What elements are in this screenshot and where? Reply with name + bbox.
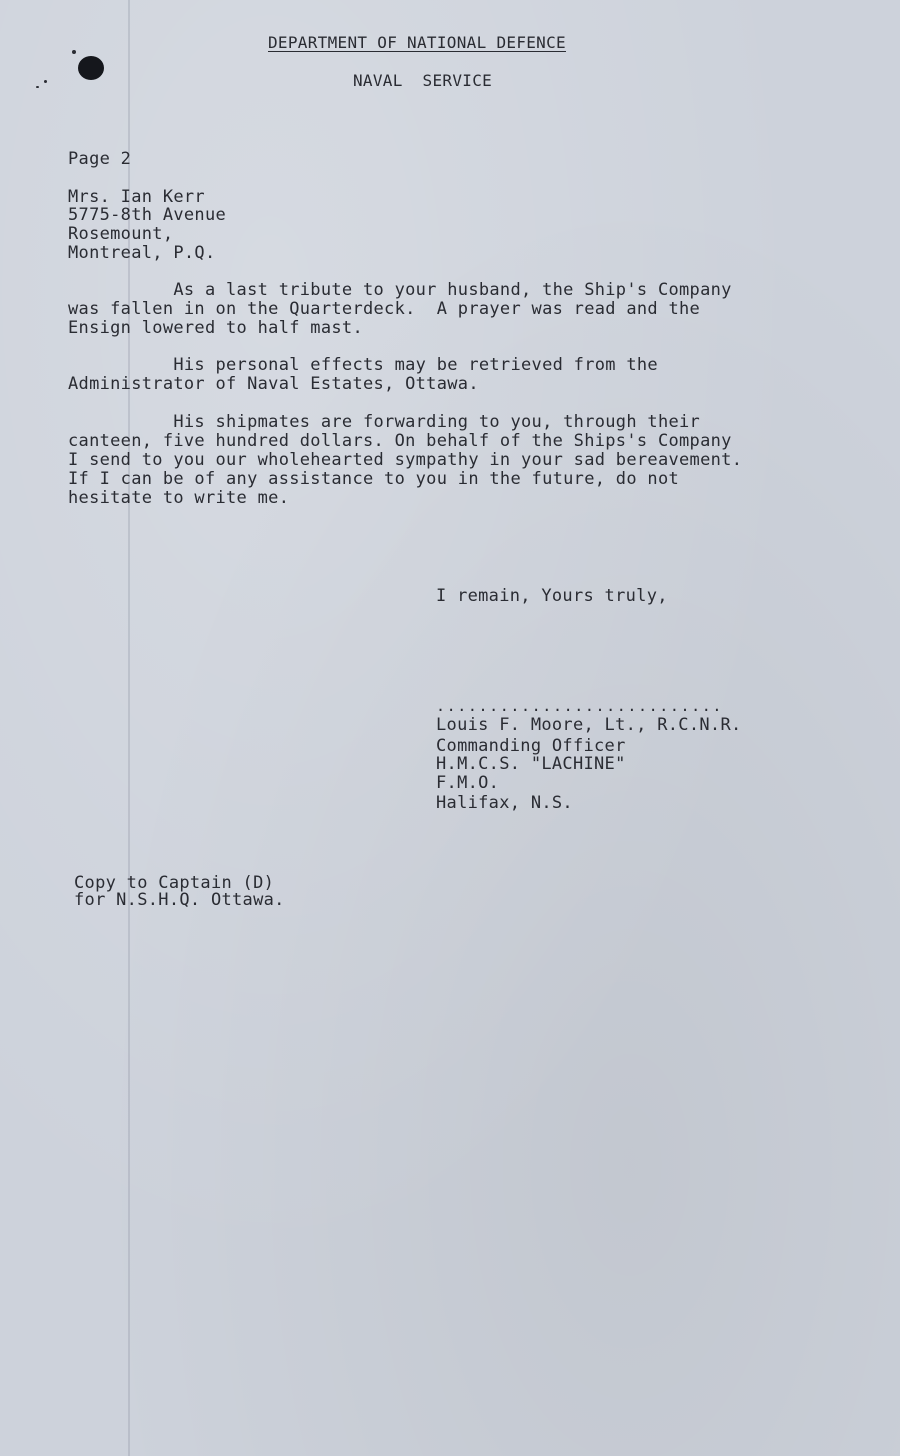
recipient-street: 5775-8th Avenue [68, 205, 227, 225]
body-paragraph-3: His shipmates are forwarding to you, through their canteen, five hundred dollars. On behalf of the Ships's Company I send to you our wholehearted sympathy in your sad bereavement. If I can be of any assistance to you in the future, do not hesitate to write me. [68, 412, 743, 508]
closing-line: I remain, Yours truly, [436, 586, 668, 606]
recipient-name: Mrs. Ian Kerr [68, 187, 205, 207]
ship-name: H.M.C.S. "LACHINE" [436, 754, 626, 774]
recipient-city: Montreal, P.Q. [68, 243, 216, 263]
ink-speck [44, 80, 47, 83]
body-paragraph-2: His personal effects may be retrieved from the Administrator of Naval Estates, Ottawa. [68, 355, 658, 394]
fleet-designation: F.M.O. [436, 773, 500, 793]
ink-speck [36, 86, 39, 88]
signatory-name: Louis F. Moore, Lt., R.C.N.R. [436, 715, 742, 735]
signatory-title: Commanding Officer [436, 736, 626, 756]
copy-note-line-1: Copy to Captain (D) [74, 873, 275, 893]
page-number: Page 2 [68, 149, 132, 169]
copy-note-line-2: for N.S.H.Q. Ottawa. [74, 890, 285, 910]
ink-speck [72, 50, 76, 54]
department-heading: DEPARTMENT OF NATIONAL DEFENCE [268, 33, 566, 52]
recipient-district: Rosemount, [68, 224, 174, 244]
signatory-location: Halifax, N.S. [436, 793, 573, 813]
signature-line: ........................... [436, 697, 724, 715]
punch-hole [78, 56, 104, 80]
service-heading: NAVAL SERVICE [353, 71, 493, 90]
body-paragraph-1: As a last tribute to your husband, the Ship's Company was fallen in on the Quarterdeck. A prayer was read and the Ensign lowered to half mast. [68, 280, 732, 338]
